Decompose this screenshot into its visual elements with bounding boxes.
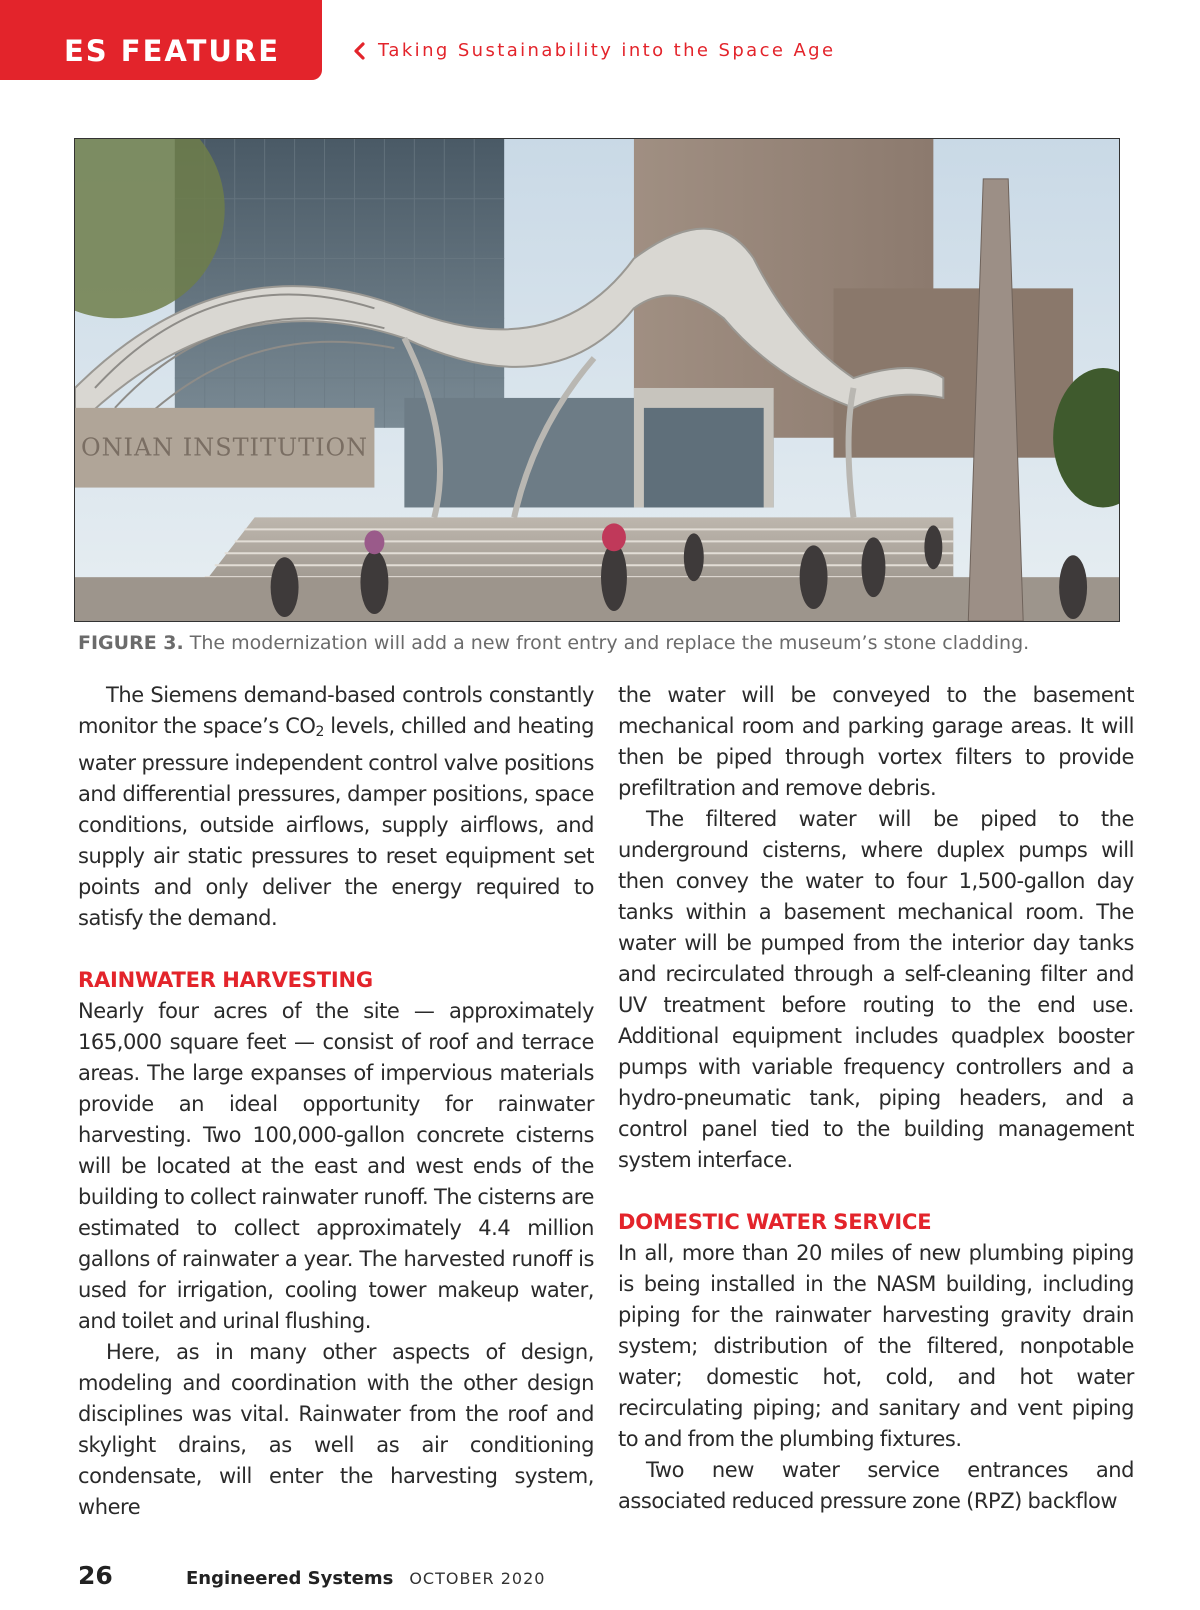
left-column [78,680,594,1523]
institution-sign: ONIAN INSTITUTION [80,433,369,462]
figure-caption-label: FIGURE 3. [78,632,184,654]
body-paragraph: Two new water service entrances and associated reduced pressure zone (RPZ) backflow [618,1458,1134,1513]
section-tab [0,0,322,80]
section-tab-label: ES FEATURE [64,34,281,68]
section-heading-domestic-water: DOMESTIC WATER SERVICE [618,1210,932,1234]
museum-entry-rendering [75,139,1119,621]
page-number: 26 [78,1561,113,1590]
breadcrumb[interactable] [352,40,835,61]
figure-caption [78,632,1138,654]
body-paragraph: The filtered water will be piped to the underground cisterns, where duplex pumps will then convey the water to four 1,500-gallon day tanks within a basement mechanical room. The water will be pumped from the interior day tanks and recirculated through a self-cleaning filter and UV treatment before routing to the end use. Additional equipment includes quadplex booster pumps with variable frequency controllers and a hydro-pneumatic tank, piping headers, and a control panel tied to the building management system interface. [618,807,1134,1172]
right-column [618,680,1134,1517]
body-paragraph: the water will be conveyed to the basement mechanical room and parking garage areas. It will then be piped through vortex filters to provide prefiltration and remove debris. [618,683,1134,800]
body-paragraph: The Siemens demand-based controls constantly monitor the space’s $CO_2$ levels, chilled and heating water pressure independent control valve positions and differential pressures, damper positions, space conditions, outside airflows, supply airflows, and supply air static pressures to reset equipment set points and only deliver the energy required to satisfy the demand. [78,683,594,930]
figure-3-image [74,138,1120,622]
body-paragraph: In all, more than 20 miles of new plumbing piping is being installed in the NASM building, including piping for the rainwater harvesting gravity drain system; distribution of the filtered, nonpotable water; domestic hot, cold, and hot water recirculating piping; and sanitary and vent piping to and from the plumbing fixtures. [618,1241,1134,1451]
body-paragraph: Here, as in many other aspects of design, modeling and coordination with the other design disciplines was vital. Rainwater from the roof and skylight drains, as well as air conditioning condensate, will enter the harvesting system, where [78,1340,594,1519]
section-heading-rainwater: RAINWATER HARVESTING [78,968,373,992]
figure-caption-text: The modernization will add a new front entry and replace the museum’s stone cladding. [189,632,1030,654]
chevron-left-icon [352,42,366,60]
breadcrumb-title: Taking Sustainability into the Space Age [378,40,836,61]
issue-date: OCTOBER 2020 [409,1569,546,1588]
page-footer [78,1561,545,1590]
magazine-name: Engineered Systems [186,1568,394,1589]
body-paragraph: Nearly four acres of the site — approximately 165,000 square feet — consist of roof and terrace areas. The large expanses of impervious materials provide an ideal opportunity for rainwater harvesting. Two 100,000-gallon concrete cisterns will be located at the east and west ends of the building to collect rainwater runoff. The cisterns are estimated to collect approximately 4.4 million gallons of rainwater a year. The harvested runoff is used for irrigation, cooling tower makeup water, and toilet and urinal flushing. [78,999,594,1333]
